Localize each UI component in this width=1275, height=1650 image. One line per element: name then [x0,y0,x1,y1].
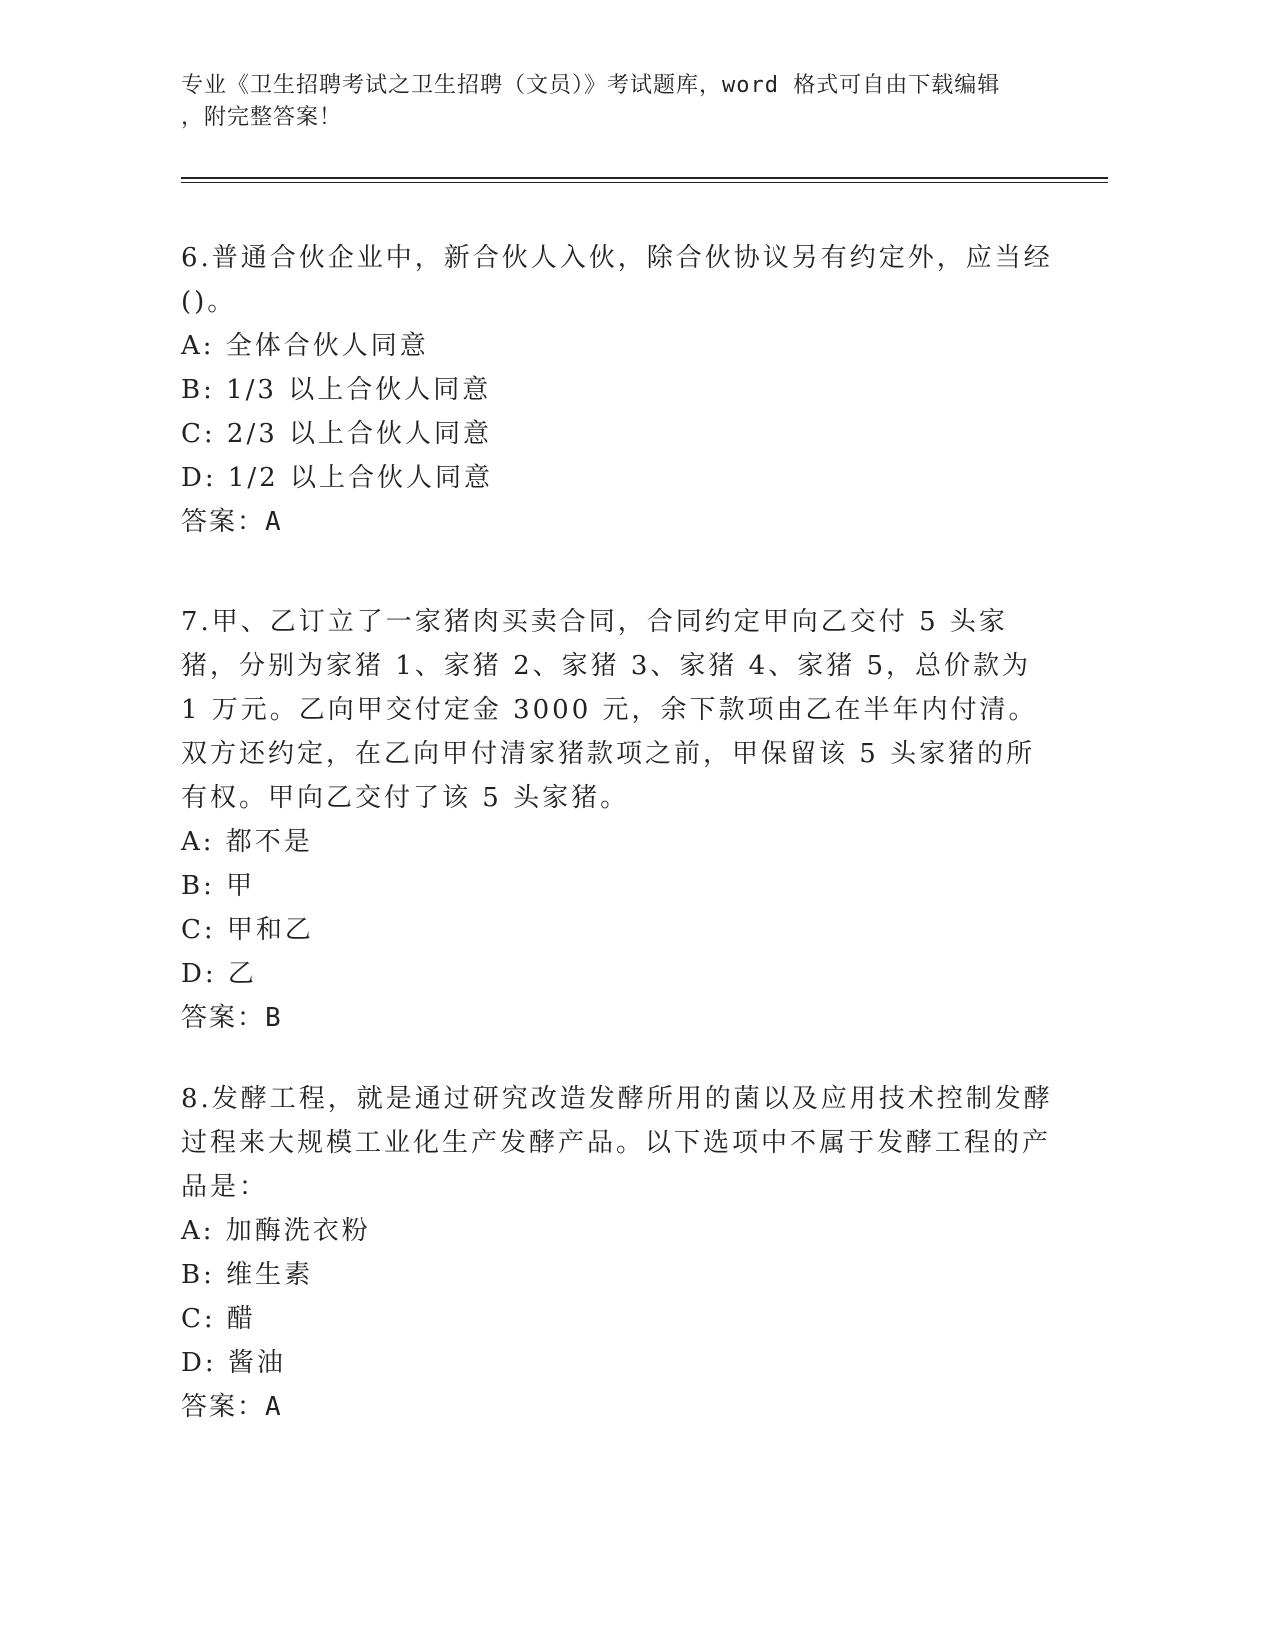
option-b: B: 维生素 [181,1260,314,1290]
question-stem: 8.发酵工程，就是通过研究改造发酵所用的菌以及应用技术控制发酵过程来大规模工业化生产发酵产品。以下选项中不属于发酵工程的产品是： [181,1084,1053,1202]
question-8 [181,1077,1061,1429]
header-divider-thin [181,182,1108,183]
option-a: A: 都不是 [181,827,313,857]
header-line-1: 专业《卫生招聘考试之卫生招聘（文员）》考试题库，word 格式可自由下载编辑 [181,73,1001,98]
question-7 [181,600,1061,1040]
option-d: D: 1/2 以上合伙人同意 [181,463,493,493]
option-b: B: 甲 [181,871,256,901]
header-line-2: ，附完整答案！ [181,105,343,130]
option-d: D: 酱油 [181,1348,286,1378]
option-c: C: 甲和乙 [181,915,314,945]
question-6 [181,236,1061,544]
option-b: B: 1/3 以上合伙人同意 [181,375,492,405]
header-divider-thick [181,177,1108,179]
option-d: D: 乙 [181,959,257,989]
option-c: C: 2/3 以上合伙人同意 [181,419,493,449]
question-stem: 6.普通合伙企业中，新合伙人入伙，除合伙协议另有约定外，应当经()。 [181,243,1053,317]
answer: 答案：A [181,1392,283,1422]
document-header [181,70,1061,134]
answer: 答案：A [181,507,283,537]
answer: 答案：B [181,1003,283,1033]
question-stem: 7.甲、乙订立了一家猪肉买卖合同，合同约定甲向乙交付 5 头家猪，分别为家猪 1、家猪 2、家猪 3、家猪 4、家猪 5，总价款为 1 万元。乙向甲交付定金 3000 元，余下款项由乙在半年内付清。双方还约定，在乙向甲付清家猪款项之前，甲保留该 5 头家猪的所有权。甲向乙交付了该 5 头家猪。 [181,607,1038,813]
option-c: C: 醋 [181,1304,256,1334]
option-a: A: 加酶洗衣粉 [181,1216,371,1246]
option-a: A: 全体合伙人同意 [181,331,429,361]
